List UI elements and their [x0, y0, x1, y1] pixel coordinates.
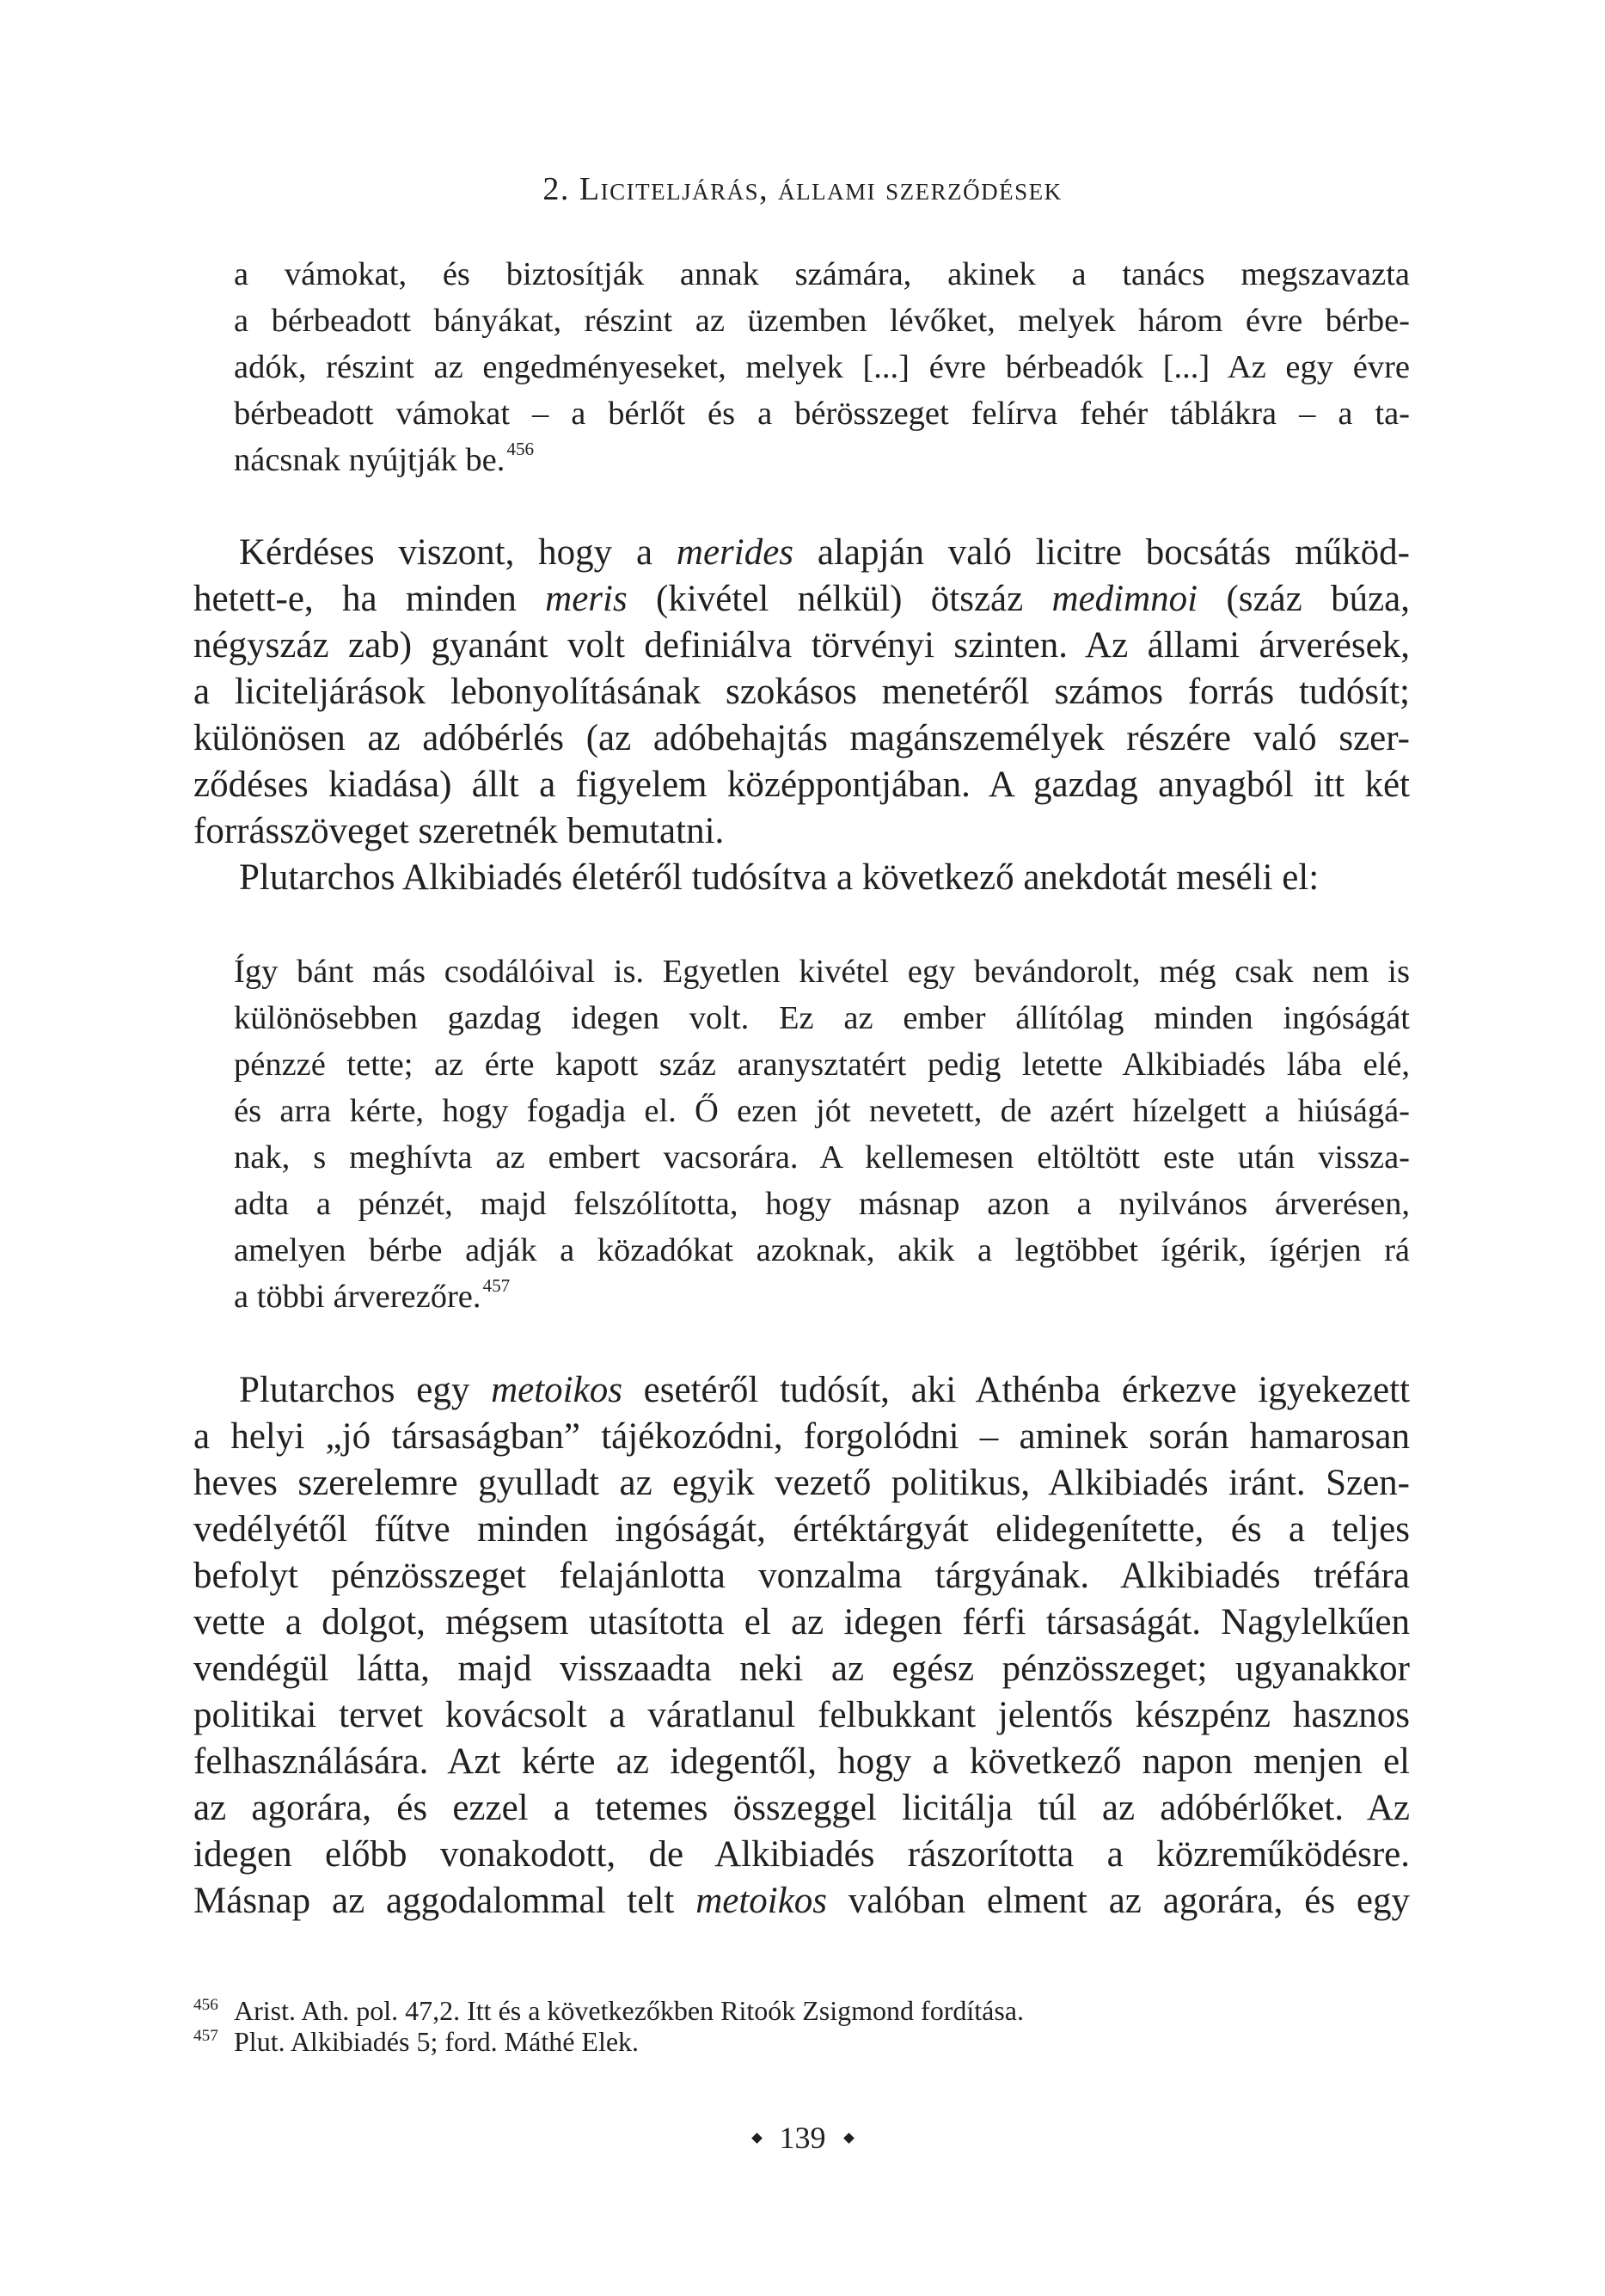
text-run: (száz búza, — [1198, 579, 1410, 619]
body-line: az agorára, és ezzel a tetemes összeggel licitálja túl az adóbérlőket. Az — [193, 1788, 1410, 1828]
quote-line: amelyen bérbe adják a közadókat azoknak, akik a legtöbbet ígérik, ígérjen rá — [234, 1232, 1410, 1268]
text-run: valóban elment az agorára, és egy — [827, 1881, 1410, 1921]
body-line: vedélyétől fűtve minden ingóságát, értéktárgyát elidegenítette, és a teljes — [193, 1509, 1410, 1550]
text-run: Kérdéses viszont, hogy a — [239, 532, 677, 573]
body-line: forrásszöveget szeretnék bemutatni. — [193, 811, 725, 851]
quote-line: a bérbeadott bányákat, részint az üzemben lévőket, melyek három évre bérbe- — [234, 303, 1410, 339]
body-line — [193, 1878, 1410, 1925]
body-line: a liciteljárások lebonyolításának szokásos menetéről számos forrás tudósít; — [193, 672, 1410, 712]
body-line: politikai tervet kovácsolt a váratlanul felbukkant jelentős készpénz hasznos — [193, 1695, 1410, 1735]
quote-line: a vámokat, és biztosítják annak számára, akinek a tanács megszavazta — [234, 256, 1410, 292]
diamond-bullet-icon — [843, 2133, 855, 2144]
italic-term: merides — [676, 532, 794, 573]
text-run: (kivétel nélkül) ötszáz — [627, 579, 1052, 619]
body-line: befolyt pénzösszeget felajánlotta vonzalma tárgyának. Alkibiadés tréfára — [193, 1556, 1410, 1596]
footnote-456 — [193, 1995, 1397, 2026]
body-line: heves szerelemre gyulladt az egyik vezető politikus, Alkibiadés iránt. Szen- — [193, 1463, 1410, 1503]
running-head: 2. Liciteljárás, állami szerződések — [542, 171, 1063, 207]
quote-line-text: nácsnak nyújtják be. — [234, 442, 505, 478]
paragraph-merides — [193, 530, 1410, 901]
body-line: idegen előbb vonakodott, de Alkibiadés rászorította a közreműködésre. — [193, 1834, 1410, 1875]
italic-term: medimnoi — [1051, 579, 1198, 619]
body-line: különösen az adóbérlés (az adóbehajtás magánszemélyek részére való szer- — [193, 718, 1410, 758]
quote-line: Így bánt más csodálóival is. Egyetlen kivétel egy bevándorolt, még csak nem is — [234, 954, 1410, 990]
diamond-bullet-icon — [751, 2133, 763, 2144]
page-number: 139 — [779, 2121, 826, 2155]
italic-term: meris — [545, 579, 628, 619]
body-line: felhasználására. Azt kérte az idegentől, hogy a következő napon menjen el — [193, 1741, 1410, 1782]
quote-line: bérbeadott vámokat – a bérlőt és a bérösszeget felírva fehér táblákra – a ta- — [234, 396, 1410, 432]
footnote-457 — [193, 2026, 1397, 2057]
quote-line — [234, 1274, 1410, 1320]
text-run: alapján való licitre bocsátás működ- — [793, 532, 1410, 573]
quote-line: pénzzé tette; az érte kapott száz aranysztatért pedig letette Alkibiadés lába elé, — [234, 1047, 1410, 1083]
body-line — [193, 530, 1410, 576]
footnote-text: Arist. Ath. pol. 47,2. Itt és a következőkben Ritoók Zsigmond fordítása. — [234, 1995, 1024, 2026]
quote-line: nak, s meghívta az embert vacsorára. A kellemesen eltöltött este után vissza- — [234, 1139, 1410, 1176]
footnote-text: Plut. Alkibiadés 5; ford. Máthé Elek. — [234, 2026, 640, 2057]
body-line — [193, 1367, 1410, 1414]
quote-line: különösebben gazdag idegen volt. Ez az ember állítólag minden ingóságát — [234, 1000, 1410, 1036]
body-line: négyszáz zab) gyanánt volt definiálva törvényi szinten. Az állami árverések, — [193, 625, 1410, 666]
footnote-number: 457 — [193, 2027, 218, 2046]
quote-line — [234, 437, 1410, 483]
body-line — [193, 576, 1410, 623]
text-run: esetéről tudósít, aki Athénba érkezve igyekezett — [622, 1370, 1410, 1410]
quote-line: adók, részint az engedményeseket, melyek [...] évre bérbeadók [...] Az egy évre — [234, 349, 1410, 385]
quote-line: és arra kérte, hogy fogadja el. Ő ezen jót nevetett, de azért hízelgett a hiúságá- — [234, 1093, 1410, 1129]
page-number-footer — [0, 2117, 1605, 2158]
body-line: vette a dolgot, mégsem utasította el az idegen férfi társaságát. Nagylelkűen — [193, 1602, 1410, 1642]
block-quote-aristotle — [234, 251, 1410, 483]
body-line: a helyi „jó társaságban” tájékozódni, forgolódni – aminek során hamarosan — [193, 1416, 1410, 1457]
paragraph-plutarchos-intro: Plutarchos Alkibiadés életéről tudósítva a következő anekdotát meséli el: — [239, 857, 1320, 898]
quote-line-text: a többi árverezőre. — [234, 1279, 481, 1315]
block-quote-plutarch — [234, 948, 1410, 1320]
text-run: Plutarchos egy — [239, 1370, 492, 1410]
body-line: vendégül látta, majd visszaadta neki az egész pénzösszeget; ugyanakkor — [193, 1648, 1410, 1689]
paragraph-metoikos — [193, 1367, 1410, 1925]
text-run: hetett-e, ha minden — [193, 579, 546, 619]
footnotes — [193, 1995, 1397, 2057]
text-run: Másnap az aggodalommal telt — [193, 1881, 696, 1921]
italic-term: metoikos — [491, 1370, 622, 1410]
footnote-number: 456 — [193, 1996, 218, 2015]
quote-line: adta a pénzét, majd felszólította, hogy másnap azon a nyilvános árverésen, — [234, 1186, 1410, 1222]
footnote-ref-457[interactable]: 457 — [482, 1275, 511, 1297]
footnote-ref-456[interactable]: 456 — [506, 439, 535, 460]
italic-term: metoikos — [695, 1881, 828, 1921]
body-line: ződéses kiadása) állt a figyelem középpontjában. A gazdag anyagból itt két — [193, 764, 1410, 805]
